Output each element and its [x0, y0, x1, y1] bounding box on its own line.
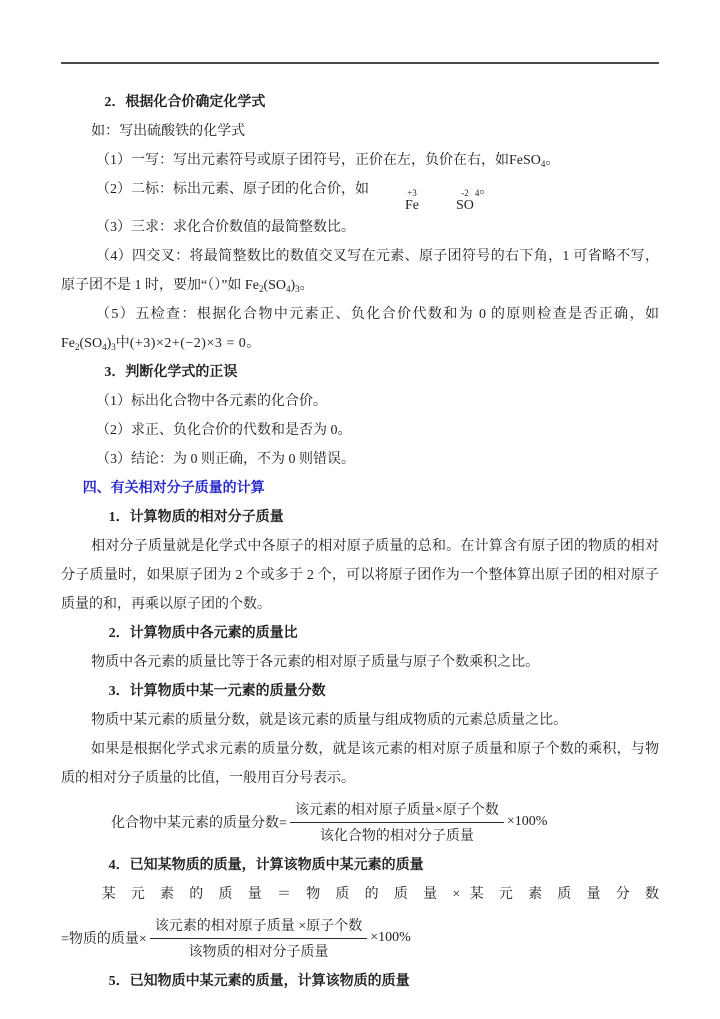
step-3-solve: （3）三求：求化合价数值的最简整数比。 [96, 220, 355, 235]
subscript-4: 4 [474, 188, 480, 198]
formula-2-label: =物质的质量× [61, 931, 147, 947]
formula-2-fraction [150, 914, 367, 961]
section2-heading: 2．根据化合价确定化学式 [104, 95, 266, 110]
subscript-4: 4 [540, 159, 546, 169]
formula-1-denominator: 该化合物的相对分子质量 [319, 829, 474, 844]
calc-3-paragraph-1: 物质中某元素的质量分数，就是该元素的质量与组成物质的元素总质量之比。 [91, 713, 568, 728]
step-5-period: 。 [246, 336, 261, 351]
step-5-check [61, 300, 659, 358]
formula-1-percent: ×100% [506, 813, 548, 829]
calc-4-heading: 4．已知某物质的质量，计算该物质中某元素的质量 [108, 858, 424, 873]
formula-2-denominator: 该物质的相对分子质量 [188, 945, 329, 960]
page-top-border [61, 62, 659, 64]
subscript-3: 3 [111, 342, 116, 352]
subscript-3: 3 [295, 284, 300, 294]
step-5-mid: 中 [115, 336, 130, 351]
radical-so: SO [456, 198, 474, 213]
step-4-cross [61, 242, 659, 300]
step-1-period: 。 [545, 153, 560, 168]
valence-sum-equation: (+3)×2+(−2)×3 = 0 [129, 336, 247, 351]
step-2-period: 。 [479, 182, 494, 197]
formula-so-open: (SO [79, 336, 103, 351]
step-1-write [61, 146, 659, 175]
step-4-period: 。 [299, 278, 314, 293]
subscript-4: 4 [102, 342, 107, 352]
formula-2-percent: ×100% [370, 929, 411, 945]
formula-close-paren: ) [290, 278, 296, 293]
formula-close-paren: ) [106, 336, 112, 351]
calc-1-paragraph: 相对分子质量就是化学式中各原子的相对原子质量的总和。在计算含有原子团的物质的相对分子质量时，如果原子团为 2 个或多于 2 个，可以将原子团作为一个整体算出原子团的相对原子质量的和，再乘以原子团的个数。 [61, 539, 659, 612]
valence-so-stack [421, 189, 474, 213]
section4-heading: 四、有关相对分子质量的计算 [82, 481, 265, 496]
formula-2-numerator: 该元素的相对原子质量 ×原子个数 [150, 914, 367, 939]
judge-step-1: （1）标出化合物中各元素的化合价。 [96, 394, 327, 409]
step-1-text: （1）一写：写出元素符号或原子团符号，正价在左，负价在右，如FeSO [96, 153, 541, 168]
step-5-text: （5）五检查：根据化合物中元素正、负化合价代数和为 0 的原则检查是否正确，如 Fe [61, 307, 659, 351]
subscript-2: 2 [75, 342, 80, 352]
formula-so-open: (SO [263, 278, 286, 293]
judge-step-3: （3）结论：为 0 则正确，不为 0 则错误。 [96, 452, 355, 467]
calc-5-heading: 5．已知物质中某元素的质量，计算该物质的质量 [108, 974, 410, 989]
section3-heading: 3．判断化学式的正误 [104, 365, 238, 380]
calc-3-heading: 3．计算物质中某一元素的质量分数 [108, 684, 326, 699]
formula-1-numerator: 该元素的相对原子质量×原子个数 [290, 798, 504, 823]
step-4-text: （4）四交叉：将最简整数比的数值交叉写在元素、原子团符号的右下角，1 可省略不写，原子团不是 1 时，要加“（）”如 Fe [61, 249, 659, 293]
subscript-2: 2 [258, 284, 264, 294]
step-2-text: （2）二标：标出元素、原子团的化合价，如 [96, 182, 369, 197]
calc-2-paragraph: 物质中各元素的质量比等于各元素的相对原子质量与原子个数乘积之比。 [91, 655, 540, 670]
calc-2-heading: 2．计算物质中各元素的质量比 [108, 626, 298, 641]
formula-1-fraction [290, 798, 504, 845]
valence-fe-stack [370, 189, 419, 213]
section2-intro: 如：写出硫酸铁的化学式 [91, 124, 246, 139]
step-2-mark [61, 175, 659, 213]
element-mass-formula [61, 914, 659, 961]
valence-minus2: -2 [461, 188, 469, 198]
element-fe: Fe [405, 198, 419, 213]
document-content [61, 74, 659, 996]
judge-step-2: （2）求正、负化合价的代数和是否为 0。 [96, 423, 352, 438]
mass-fraction-formula [61, 798, 659, 845]
calc-1-heading: 1．计算物质的相对分子质量 [108, 510, 284, 525]
calc-3-paragraph-2: 如果是根据化学式求元素的质量分数，就是该元素的相对原子质量和原子个数的乘积，与物质的相对分子质量的比值，一般用百分号表示。 [61, 742, 659, 786]
element-mass-equation: 某 元 素 的 质 量 ＝ 物 质 的 质 量 × 某 元 素 质 量 分 数 [101, 887, 659, 902]
valence-plus3: +3 [407, 188, 417, 198]
formula-1-label: 化合物中某元素的质量分数= [111, 815, 287, 831]
subscript-4: 4 [286, 284, 291, 294]
